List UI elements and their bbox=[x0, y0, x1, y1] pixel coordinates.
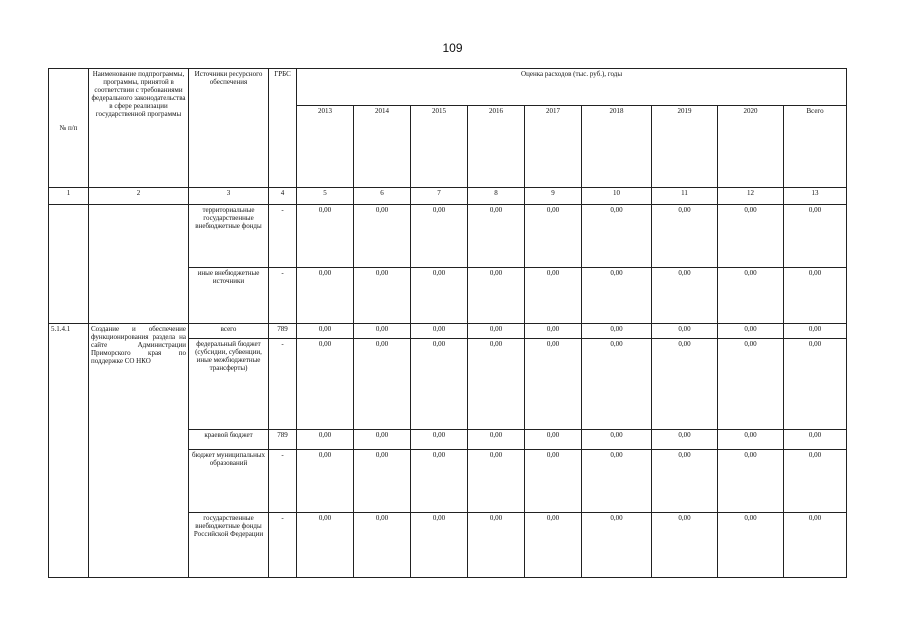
value-cell: 0,00 bbox=[354, 429, 411, 449]
source-cell: территориальные государственные внебюджетные фонды bbox=[189, 205, 269, 267]
value-cell: 0,00 bbox=[582, 339, 652, 430]
value-cell: 0,00 bbox=[784, 339, 847, 430]
grbs-cell: 789 bbox=[269, 323, 297, 338]
value-cell: 0,00 bbox=[582, 449, 652, 512]
page-number: 109 bbox=[442, 41, 463, 55]
budget-table bbox=[48, 68, 847, 578]
value-cell: 0,00 bbox=[354, 449, 411, 512]
source-cell: краевой бюджет bbox=[189, 429, 269, 449]
value-cell: 0,00 bbox=[582, 513, 652, 578]
value-cell: 0,00 bbox=[652, 267, 718, 323]
column-number: 13 bbox=[784, 187, 847, 204]
header-num: № п/п bbox=[49, 69, 89, 188]
grbs-cell: - bbox=[269, 267, 297, 323]
value-cell: 0,00 bbox=[468, 323, 525, 338]
column-number: 12 bbox=[718, 187, 784, 204]
value-cell: 0,00 bbox=[718, 449, 784, 512]
value-cell: 0,00 bbox=[411, 513, 468, 578]
grbs-cell: - bbox=[269, 339, 297, 430]
header-estimate: Оценка расходов (тыс. руб.), годы bbox=[297, 69, 847, 106]
value-cell: 0,00 bbox=[525, 267, 582, 323]
header-year: 2014 bbox=[354, 106, 411, 188]
value-cell: 0,00 bbox=[297, 339, 354, 430]
item-name: Создание и обеспечение функционирования раздела на сайте Администрации Приморского края по поддержке СО НКО bbox=[89, 323, 189, 577]
source-cell: федеральный бюджет (субсидии, субвенции, иные межбюджетные трансферты) bbox=[189, 339, 269, 430]
value-cell: 0,00 bbox=[652, 205, 718, 267]
value-cell: 0,00 bbox=[718, 205, 784, 267]
value-cell: 0,00 bbox=[468, 267, 525, 323]
header-year-total: Всего bbox=[784, 106, 847, 188]
value-cell: 0,00 bbox=[582, 323, 652, 338]
column-number: 6 bbox=[354, 187, 411, 204]
value-cell: 0,00 bbox=[652, 449, 718, 512]
value-cell: 0,00 bbox=[652, 339, 718, 430]
column-number: 7 bbox=[411, 187, 468, 204]
table-row bbox=[49, 205, 847, 267]
header-year: 2013 bbox=[297, 106, 354, 188]
value-cell: 0,00 bbox=[784, 449, 847, 512]
value-cell: 0,00 bbox=[411, 205, 468, 267]
value-cell: 0,00 bbox=[525, 513, 582, 578]
value-cell: 0,00 bbox=[468, 429, 525, 449]
value-cell: 0,00 bbox=[297, 429, 354, 449]
value-cell: 0,00 bbox=[718, 339, 784, 430]
source-cell: всего bbox=[189, 323, 269, 338]
value-cell: 0,00 bbox=[297, 267, 354, 323]
value-cell: 0,00 bbox=[354, 513, 411, 578]
value-cell: 0,00 bbox=[525, 205, 582, 267]
grbs-cell: - bbox=[269, 449, 297, 512]
value-cell: 0,00 bbox=[354, 267, 411, 323]
value-cell: 0,00 bbox=[652, 323, 718, 338]
column-number: 5 bbox=[297, 187, 354, 204]
value-cell: 0,00 bbox=[354, 339, 411, 430]
source-cell: государственные внебюджетные фонды Российской Федерации bbox=[189, 513, 269, 578]
source-cell: бюджет муниципальных образований bbox=[189, 449, 269, 512]
value-cell: 0,00 bbox=[718, 267, 784, 323]
value-cell: 0,00 bbox=[297, 323, 354, 338]
column-number: 8 bbox=[468, 187, 525, 204]
column-number: 9 bbox=[525, 187, 582, 204]
value-cell: 0,00 bbox=[525, 449, 582, 512]
value-cell: 0,00 bbox=[411, 323, 468, 338]
value-cell: 0,00 bbox=[525, 429, 582, 449]
value-cell: 0,00 bbox=[718, 513, 784, 578]
value-cell: 0,00 bbox=[718, 429, 784, 449]
value-cell: 0,00 bbox=[784, 323, 847, 338]
value-cell: 0,00 bbox=[525, 339, 582, 430]
header-year: 2020 bbox=[718, 106, 784, 188]
grbs-cell: - bbox=[269, 205, 297, 267]
item-number: 5.1.4.1 bbox=[49, 323, 89, 577]
table-row bbox=[49, 323, 847, 338]
value-cell: 0,00 bbox=[354, 205, 411, 267]
value-cell: 0,00 bbox=[525, 323, 582, 338]
value-cell: 0,00 bbox=[411, 267, 468, 323]
column-number: 3 bbox=[189, 187, 269, 204]
grbs-cell: - bbox=[269, 513, 297, 578]
value-cell: 0,00 bbox=[784, 429, 847, 449]
header-year: 2018 bbox=[582, 106, 652, 188]
value-cell: 0,00 bbox=[468, 205, 525, 267]
column-number: 4 bbox=[269, 187, 297, 204]
value-cell: 0,00 bbox=[718, 323, 784, 338]
value-cell: 0,00 bbox=[784, 267, 847, 323]
value-cell: 0,00 bbox=[652, 513, 718, 578]
value-cell: 0,00 bbox=[354, 323, 411, 338]
grbs-cell: 789 bbox=[269, 429, 297, 449]
empty-num-cell bbox=[49, 205, 89, 324]
value-cell: 0,00 bbox=[468, 513, 525, 578]
empty-name-cell bbox=[89, 205, 189, 324]
header-year: 2019 bbox=[652, 106, 718, 188]
column-number: 2 bbox=[89, 187, 189, 204]
column-number-row bbox=[49, 187, 847, 204]
value-cell: 0,00 bbox=[468, 339, 525, 430]
value-cell: 0,00 bbox=[411, 339, 468, 430]
source-cell: иные внебюджетные источники bbox=[189, 267, 269, 323]
value-cell: 0,00 bbox=[582, 429, 652, 449]
value-cell: 0,00 bbox=[582, 205, 652, 267]
column-number: 11 bbox=[652, 187, 718, 204]
value-cell: 0,00 bbox=[652, 429, 718, 449]
column-number: 1 bbox=[49, 187, 89, 204]
value-cell: 0,00 bbox=[297, 205, 354, 267]
column-number: 10 bbox=[582, 187, 652, 204]
value-cell: 0,00 bbox=[411, 429, 468, 449]
value-cell: 0,00 bbox=[297, 513, 354, 578]
value-cell: 0,00 bbox=[411, 449, 468, 512]
value-cell: 0,00 bbox=[784, 513, 847, 578]
header-grbs: ГРБС bbox=[269, 69, 297, 188]
header-name: Наименование подпрограммы, программы, принятой в соответствии с требованиями федерального законодательства в сфере реализации государственной программы bbox=[89, 69, 189, 188]
value-cell: 0,00 bbox=[784, 205, 847, 267]
value-cell: 0,00 bbox=[468, 449, 525, 512]
header-sources: Источники ресурсного обеспечения bbox=[189, 69, 269, 188]
value-cell: 0,00 bbox=[297, 449, 354, 512]
header-year: 2016 bbox=[468, 106, 525, 188]
value-cell: 0,00 bbox=[582, 267, 652, 323]
header-year: 2015 bbox=[411, 106, 468, 188]
header-year: 2017 bbox=[525, 106, 582, 188]
